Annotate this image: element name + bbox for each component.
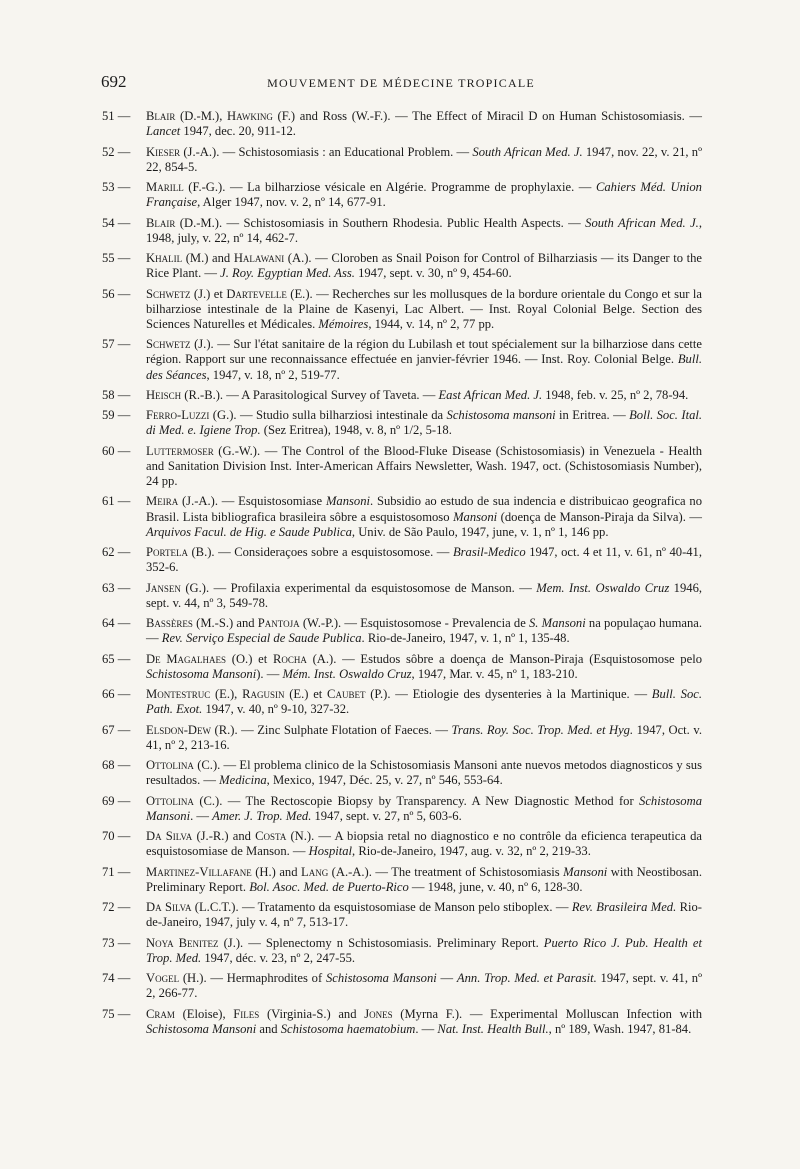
- reference-segment: , 1947, Mar. v. 45, nº 1, 183-210.: [411, 666, 578, 681]
- italic-title: Schistosoma Mansoni: [146, 666, 257, 681]
- author-name: Portela: [146, 545, 188, 560]
- reference-text: [146, 408, 702, 438]
- reference-number: 61 —: [102, 494, 131, 509]
- reference-entry: [102, 865, 702, 895]
- reference-segment: (E.). — Recherches sur les mollusques de la bordure orientale du Congo et sur la bilharziose intestinale de la Plaine de Kasenyi, Lac Albert. — Inst. Royal Colonial Belge. Section des Sciences Naturelles et Médicales.: [146, 286, 702, 331]
- reference-entry: [102, 900, 702, 930]
- reference-segment: (F.) and Ross (W.-F.). — The Effect of Miracil D on Human Schistosomiasis. —: [272, 109, 702, 123]
- reference-segment: 1947, oct. 4 et 11, v. 61, nº 40-41, 352-6.: [146, 545, 703, 575]
- reference-segment: (J.-A.). — Schistosomiasis : an Educational Problem. —: [180, 144, 473, 159]
- italic-title: Rev. Brasileira Med.: [571, 900, 677, 915]
- italic-title: Boll. Soc. Ital. di Med. e. Igiene Trop.: [146, 408, 703, 438]
- author-name: Ferro-Luzzi: [146, 408, 210, 423]
- reference-number: 73 —: [102, 935, 131, 950]
- reference-entry: [102, 936, 702, 966]
- reference-segment: . —: [190, 808, 213, 823]
- reference-entry: [102, 758, 702, 788]
- reference-text: [146, 216, 702, 246]
- author-name: Blair: [146, 215, 176, 230]
- italic-title: South African Med. J.: [585, 215, 699, 230]
- italic-title: Mem. Inst. Oswaldo Cruz: [536, 580, 670, 595]
- reference-segment: with Neostibosan. Preliminary Report.: [146, 864, 702, 894]
- author-name: Bassères: [146, 616, 193, 631]
- reference-entry: [102, 652, 702, 682]
- reference-text: [146, 581, 702, 611]
- reference-text: [146, 829, 702, 859]
- author-name: Jones: [364, 1006, 393, 1021]
- italic-title: Bol. Asoc. Med. de Puerto-Rico: [249, 879, 409, 894]
- reference-segment: (Sez Eritrea), 1948, v. 8, nº 1/2, 5-18.: [260, 423, 452, 438]
- reference-entry: [102, 287, 702, 333]
- author-name: Halawani: [233, 251, 285, 265]
- reference-segment: 1947, v. 40, nº 9-10, 327-32.: [202, 702, 350, 717]
- reference-entry: [102, 687, 702, 717]
- italic-title: Mansoni: [325, 494, 371, 509]
- italic-title: Mém. Inst. Oswaldo Cruz: [282, 666, 412, 681]
- author-name: Ottolina: [146, 793, 194, 808]
- reference-entry: [102, 494, 702, 540]
- reference-segment: (G.). — Studio sulla bilharziosi intestinale da: [209, 408, 447, 423]
- reference-number: 64 —: [102, 616, 131, 631]
- reference-number: 56 —: [102, 286, 131, 301]
- reference-number: 54 —: [102, 215, 131, 230]
- author-name: Blair: [146, 109, 176, 123]
- reference-segment: (L.C.T.). — Tratamento da esquistosomiase de Manson pelo stiboplex. —: [191, 900, 572, 915]
- reference-segment: , Univ. de São Paulo, 1947, june, v. 1, nº 1, 146 pp.: [351, 524, 609, 539]
- reference-text: [146, 444, 702, 490]
- author-name: Kieser: [146, 144, 181, 159]
- reference-segment: . Rio-de-Janeiro, 1947, v. 1, nº 1, 135-48.: [361, 631, 570, 646]
- author-name: Luttermoser: [146, 443, 214, 458]
- reference-segment: Rio-de-Janeiro, 1947, july v. 4, nº 7, 513-17.: [146, 900, 702, 930]
- reference-number: 63 —: [102, 580, 131, 595]
- italic-title: Cahiers Méd. Union Française: [146, 180, 702, 210]
- author-name: Ragusin: [242, 687, 285, 702]
- reference-entry: [102, 337, 702, 383]
- author-name: Rocha: [272, 651, 307, 666]
- reference-segment: 1947, sept. v. 41, nº 2, 266-77.: [146, 971, 702, 1001]
- author-name: Schwetz: [146, 286, 191, 301]
- reference-segment: (F.-G.). — La bilharziose vésicale en Algérie. Programme de prophylaxie. —: [183, 180, 596, 194]
- reference-segment: (D.-M.),: [175, 109, 228, 123]
- italic-title: Schistosoma haematobium: [280, 1021, 416, 1036]
- author-name: Schwetz: [146, 337, 191, 352]
- reference-segment: (E.),: [210, 687, 243, 702]
- italic-title: East African Med. J.: [438, 387, 543, 402]
- reference-text: [146, 936, 702, 966]
- reference-segment: (doença de Manson-Piraja da Silva). —: [497, 509, 703, 524]
- reference-text: [146, 758, 702, 788]
- reference-text: [146, 794, 702, 824]
- reference-number: 72 —: [102, 900, 131, 915]
- reference-segment: (Eloise),: [174, 1006, 234, 1021]
- reference-number: 60 —: [102, 443, 131, 458]
- reference-entry: [102, 971, 702, 1001]
- author-name: Da Silva: [146, 900, 192, 915]
- reference-segment: , 1947, v. 18, nº 2, 519-77.: [206, 367, 340, 382]
- reference-segment: . —: [415, 1021, 438, 1036]
- reference-segment: (D.-M.). — Schistosomiasis in Southern Rhodesia. Public Health Aspects. —: [175, 215, 586, 230]
- reference-segment: (M.-S.) and: [192, 616, 258, 631]
- reference-segment: (Virginia-S.) and: [259, 1006, 365, 1021]
- reference-segment: (W.-P.). — Esquistosomose - Prevalencia de: [299, 616, 529, 631]
- author-name: Meira: [146, 494, 179, 509]
- reference-segment: (H.) and: [251, 864, 301, 879]
- italic-title: Mansoni: [563, 864, 608, 879]
- author-name: Heisch: [146, 387, 182, 402]
- reference-entry: [102, 145, 702, 175]
- reference-number: 66 —: [102, 687, 131, 702]
- reference-segment: (J.). — Splenectomy n Schistosomiasis. Preliminary Report.: [218, 935, 544, 950]
- reference-segment: 1947, sept. v. 30, nº 9, 454-60.: [354, 266, 512, 281]
- reference-segment: , Alger 1947, nov. v. 2, nº 14, 677-91.: [197, 195, 386, 210]
- reference-entry: [102, 794, 702, 824]
- reference-segment: 1947, sept. v. 27, nº 5, 603-6.: [311, 808, 462, 823]
- reference-segment: (A.). — Estudos sôbre a doença de Manson-Piraja (Esquistosomose pelo: [306, 651, 702, 666]
- reference-segment: 1948, feb. v. 25, nº 2, 78-94.: [542, 387, 689, 402]
- reference-entry: [102, 109, 702, 139]
- reference-entry: [102, 1007, 702, 1037]
- reference-segment: (J.). — Sur l'état sanitaire de la région du Lubilash et tout spécialement sur la bilharziose dans cette région. Rapport sur une reconnaissance effectuée en janvier-février 1946. — Inst. Roy. Colonial Belge.: [146, 337, 702, 367]
- reference-segment: (P.). — Etiologie des dysenteries à la Martinique. —: [365, 687, 652, 702]
- reference-entry: [102, 216, 702, 246]
- reference-number: 69 —: [102, 793, 131, 808]
- reference-segment: (C.). — The Rectoscopie Biopsy by Transparency. A New Diagnostic Method for: [193, 793, 640, 808]
- reference-number: 67 —: [102, 722, 131, 737]
- reference-segment: (R.-B.). — A Parasitological Survey of Taveta. —: [181, 387, 439, 402]
- reference-segment: — 1948, june, v. 40, nº 6, 128-30.: [408, 879, 583, 894]
- reference-segment: (N.). — A biopsia retal no diagnostico e no contrôle da eficienca terapeutica da esquistosomiase de Manson. —: [146, 829, 702, 859]
- author-name: Hawking: [227, 109, 273, 123]
- reference-segment: and: [256, 1021, 281, 1036]
- reference-segment: , 1944, v. 14, nº 2, 77 pp.: [368, 316, 495, 331]
- italic-title: Amer. J. Trop. Med.: [212, 808, 312, 823]
- italic-title: Rev. Serviço Especial de Saude Publica: [161, 631, 362, 646]
- reference-entry: [102, 581, 702, 611]
- author-name: Marill: [146, 180, 184, 194]
- reference-text: [146, 971, 702, 1001]
- reference-text: [146, 109, 702, 139]
- reference-number: 71 —: [102, 864, 131, 879]
- reference-segment: ). —: [256, 666, 283, 681]
- reference-text: [146, 388, 702, 403]
- reference-entry: [102, 180, 702, 210]
- reference-segment: (M.) and: [182, 251, 234, 265]
- italic-title: Mansoni: [453, 509, 498, 524]
- author-name: De Magalhaes: [146, 651, 227, 666]
- reference-text: [146, 900, 702, 930]
- reference-segment: (A.-A.). — The treatment of Schistosomiasis: [328, 864, 564, 879]
- reference-number: 52 —: [102, 144, 131, 159]
- reference-entry: [102, 545, 702, 575]
- reference-segment: na populaçao humana. —: [146, 616, 702, 646]
- author-name: Elsdon-Dew: [146, 722, 211, 737]
- reference-number: 62 —: [102, 545, 131, 560]
- italic-title: Medicina: [219, 773, 267, 788]
- reference-entry: [102, 408, 702, 438]
- reference-segment: 1947, déc. v. 23, nº 2, 247-55.: [201, 950, 356, 965]
- reference-segment: (R.). — Zinc Sulphate Flotation of Faeces. —: [210, 722, 452, 737]
- italic-title: South African Med. J.: [472, 144, 583, 159]
- reference-number: 55 —: [102, 251, 131, 265]
- reference-text: [146, 616, 702, 646]
- reference-text: [146, 545, 702, 575]
- italic-title: Ann. Trop. Med. et Parasit.: [456, 971, 597, 986]
- reference-segment: in Eritrea. —: [555, 408, 630, 423]
- italic-title: Bull. des Séances: [146, 352, 702, 382]
- author-name: Caubet: [327, 687, 366, 702]
- italic-title: Schistosoma Mansoni: [146, 1021, 257, 1036]
- author-name: Files: [233, 1006, 260, 1021]
- reference-number: 70 —: [102, 829, 131, 844]
- reference-entry: [102, 829, 702, 859]
- reference-text: [146, 652, 702, 682]
- reference-segment: (J.) et: [190, 286, 227, 301]
- reference-segment: (B.). — Consideraçoes sobre a esquistosomose. —: [187, 545, 453, 560]
- author-name: Noya Benitez: [146, 935, 219, 950]
- reference-segment: (J.-R.) and: [192, 829, 256, 844]
- italic-title: Schistosoma mansoni: [446, 408, 556, 423]
- reference-entry: [102, 251, 702, 281]
- reference-text: [146, 687, 702, 717]
- italic-title: S. Mansoni: [529, 616, 586, 631]
- reference-entry: [102, 723, 702, 753]
- reference-number: 57 —: [102, 337, 131, 352]
- italic-title: Schistosoma Mansoni: [325, 971, 437, 986]
- reference-number: 59 —: [102, 408, 131, 423]
- reference-segment: (G.). — Profilaxia experimental da esquistosomose de Manson. —: [180, 580, 537, 595]
- reference-text: [146, 180, 702, 210]
- reference-segment: 1947, dec. 20, 911-12.: [180, 124, 296, 139]
- reference-number: 65 —: [102, 651, 131, 666]
- reference-segment: (J.-A.). — Esquistosomiase: [178, 494, 326, 509]
- reference-segment: , 1948, july, v. 22, nº 14, 462-7.: [146, 215, 702, 245]
- author-name: Pantoja: [257, 616, 300, 631]
- reference-text: [146, 723, 702, 753]
- author-name: Montestruc: [146, 687, 211, 702]
- reference-segment: (H.). — Hermaphrodites of: [179, 971, 326, 986]
- reference-number: 74 —: [102, 971, 131, 986]
- reference-segment: , Rio-de-Janeiro, 1947, aug. v. 32, nº 2, 219-33.: [352, 844, 591, 859]
- reference-text: [146, 251, 702, 281]
- author-name: Costa: [255, 829, 287, 844]
- italic-title: Lancet: [146, 124, 181, 139]
- reference-segment: , Mexico, 1947, Déc. 25, v. 27, nº 546, 553-64.: [266, 773, 503, 788]
- author-name: Lang: [301, 864, 329, 879]
- reference-text: [146, 865, 702, 895]
- italic-title: J. Roy. Egyptian Med. Ass.: [220, 266, 355, 281]
- reference-segment: . Subsidio ao estudo de sua indencia e distribuicao geografica no Brasil. Lista bibliografica brasileira sôbre a esquistosomoso: [146, 494, 702, 524]
- author-name: Ottolina: [146, 758, 194, 773]
- italic-title: Trans. Roy. Soc. Trop. Med. et Hyg.: [451, 722, 634, 737]
- reference-number: 58 —: [102, 387, 131, 402]
- reference-text: [146, 337, 702, 383]
- reference-segment: (Myrna F.). — Experimental Molluscan Infection with: [392, 1006, 702, 1021]
- author-name: Khalil: [146, 251, 183, 265]
- reference-text: [146, 287, 702, 333]
- italic-title: Brasil-Medico: [452, 545, 526, 560]
- author-name: Dartevelle: [226, 286, 287, 301]
- author-name: Cram: [146, 1006, 175, 1021]
- italic-title: Mémoires: [318, 316, 369, 331]
- reference-entry: [102, 616, 702, 646]
- reference-number: 75 —: [102, 1006, 131, 1021]
- reference-segment: 1947, Oct. v. 41, nº 2, 213-16.: [146, 722, 702, 752]
- reference-segment: 1947, nov. 22, v. 21, nº 22, 854-5.: [146, 144, 703, 174]
- author-name: Martinez-Villafane: [146, 864, 252, 879]
- reference-segment: (G.-W.). — The Control of the Blood-Fluke Disease (Schistosomiasis) in Venezuela - Health and Sanitation Division Inst. Inter-American Affairs Newsletter, Wash. 1947, oct. (Schistosomiasis Number), 24 pp.: [146, 443, 702, 489]
- reference-list: [102, 109, 702, 1042]
- italic-title: Schistosoma Mansoni: [146, 793, 702, 823]
- page-number: 692: [101, 72, 127, 91]
- author-name: Jansen: [146, 580, 181, 595]
- author-name: Da Silva: [146, 829, 193, 844]
- author-name: Vogel: [146, 971, 180, 986]
- reference-segment: (O.) et: [226, 651, 273, 666]
- reference-text: [146, 145, 702, 175]
- reference-number: 68 —: [102, 758, 131, 773]
- italic-title: Arquivos Facul. de Hig. e Saude Publica: [146, 524, 352, 539]
- italic-title: Hospital: [308, 844, 353, 859]
- running-title: MOUVEMENT DE MÉDECINE TROPICALE: [267, 76, 535, 90]
- reference-segment: (E.) et: [284, 687, 328, 702]
- reference-segment: (A.). — Cloroben as Snail Poison for Control of Bilharziasis — its Danger to the Rice Plant. —: [146, 251, 702, 281]
- reference-entry: [102, 444, 702, 490]
- italic-title: Puerto Rico J. Pub. Health et Trop. Med.: [146, 935, 702, 965]
- reference-text: [146, 494, 702, 540]
- reference-segment: , nº 189, Wash. 1947, 81-84.: [548, 1021, 692, 1036]
- reference-segment: —: [436, 971, 457, 986]
- page-header: [101, 72, 701, 96]
- reference-segment: 1946, sept. v. 44, nº 3, 549-78.: [146, 580, 703, 610]
- italic-title: Nat. Inst. Health Bull.: [437, 1021, 549, 1036]
- reference-number: 53 —: [102, 180, 131, 194]
- italic-title: Bull. Soc. Path. Exot.: [146, 687, 702, 717]
- reference-number: 51 —: [102, 109, 131, 123]
- reference-text: [146, 1007, 702, 1037]
- reference-entry: [102, 388, 702, 403]
- reference-segment: (C.). — El problema clinico de la Schistosomiasis Mansoni ante nuevos metodos diagnosticos y sus resultados. —: [146, 758, 702, 788]
